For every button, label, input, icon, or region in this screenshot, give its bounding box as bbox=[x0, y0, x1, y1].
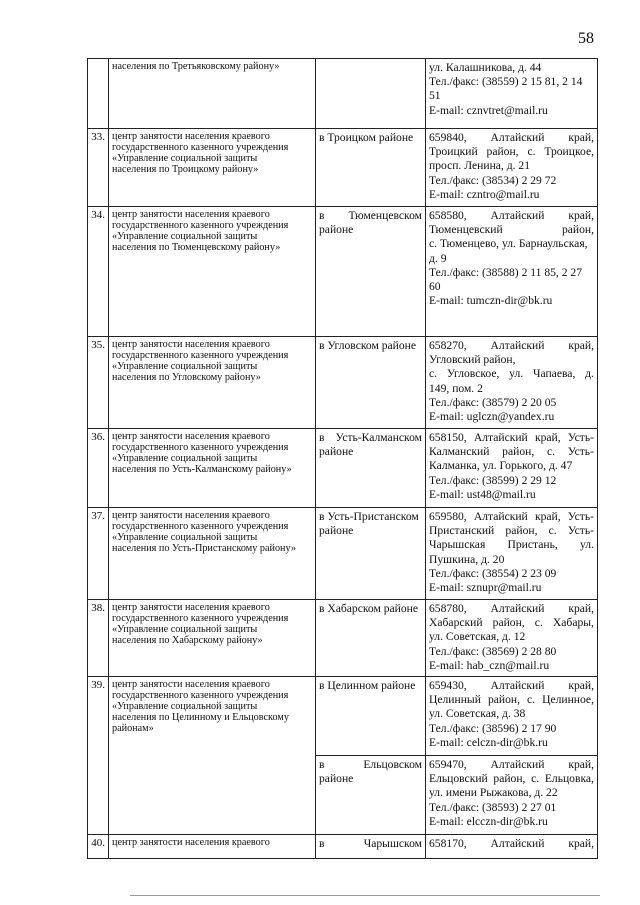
word: Хабарский bbox=[429, 616, 483, 630]
word: район, bbox=[492, 616, 525, 630]
address-line: с. Тюменцево, ул. Барнаульская, bbox=[429, 237, 588, 251]
address-line bbox=[429, 758, 594, 772]
address-line: Тел./факс: (38593) 2 27 01 bbox=[429, 800, 557, 814]
address-line: Пушкина, д. 20 bbox=[429, 552, 505, 566]
row-number: 35. bbox=[88, 337, 109, 429]
org-line: центр занятости населения краевого bbox=[112, 339, 270, 350]
word: Угловское, bbox=[446, 367, 500, 381]
address-cell bbox=[426, 508, 598, 600]
address-line: Тел./факс: (38554) 2 23 09 bbox=[429, 566, 557, 580]
table-row bbox=[88, 129, 598, 207]
organization-cell bbox=[109, 600, 316, 677]
address-line bbox=[429, 679, 594, 693]
organization-cell bbox=[109, 337, 316, 429]
address-line bbox=[429, 223, 594, 237]
address-line: Калманка, ул. Горького, д. 47 bbox=[429, 459, 573, 473]
word: район, bbox=[493, 772, 526, 786]
word: в bbox=[319, 431, 325, 444]
word: край, bbox=[568, 602, 594, 615]
address-line: E-mail: hab_czn@mail.ru bbox=[429, 658, 550, 672]
word: 658270, bbox=[429, 339, 467, 352]
page-bottom-rule bbox=[130, 895, 600, 896]
word: Целинный bbox=[429, 693, 481, 707]
address-line bbox=[429, 538, 594, 552]
registry-table bbox=[87, 58, 598, 859]
word: Алтайский bbox=[490, 131, 545, 144]
address-line: 51 bbox=[429, 89, 441, 103]
org-line: «Управление социальной защиты bbox=[112, 624, 258, 635]
word: край, bbox=[534, 510, 561, 523]
word: Алтайский bbox=[490, 758, 545, 772]
address-line: Тел./факс: (38559) 2 15 81, 2 14 bbox=[429, 75, 583, 89]
address-line bbox=[429, 145, 594, 159]
address-line: E-mail: elcczn-dir@bk.ru bbox=[429, 814, 548, 828]
district-line: в Угловском районе bbox=[319, 339, 417, 352]
address-line: Тел./факс: (38534) 2 29 72 bbox=[429, 173, 557, 187]
word: Алтайский bbox=[490, 339, 545, 352]
district-line: в Троицком районе bbox=[319, 131, 414, 144]
address-cell bbox=[426, 600, 598, 677]
address-line: ул. Советская, д. 12 bbox=[429, 630, 526, 644]
word: Усть- bbox=[567, 431, 594, 444]
address-cell bbox=[426, 207, 598, 337]
word: Алтайский bbox=[490, 837, 545, 851]
org-line: населения по Целинному и Ельцовскому bbox=[112, 712, 289, 724]
org-line: государственного казенного учреждения bbox=[112, 220, 289, 231]
district-line: в Хабарском районе bbox=[319, 602, 419, 615]
word: д. bbox=[585, 367, 594, 381]
organization-cell bbox=[109, 429, 316, 508]
row-number: 38. bbox=[88, 600, 109, 677]
org-line: населения по Троицкому району» bbox=[112, 164, 259, 175]
address-line: Тел./факс: (38599) 2 29 12 bbox=[429, 473, 557, 487]
word: край, bbox=[568, 837, 594, 851]
table-row bbox=[88, 677, 598, 756]
word: в bbox=[319, 837, 325, 851]
address-line: E-mail: cznvtret@mail.ru bbox=[429, 103, 548, 117]
district-cell bbox=[316, 508, 426, 600]
address-line: Тел./факс: (38579) 2 20 05 bbox=[429, 395, 557, 409]
word: Целинное, bbox=[542, 693, 594, 707]
row-number: 37. bbox=[88, 508, 109, 600]
word: 659580, bbox=[429, 510, 467, 523]
address-line bbox=[429, 602, 594, 616]
address-line: ул. Советская, д. 38 bbox=[429, 707, 526, 721]
address-cell bbox=[426, 429, 598, 508]
org-line: районам» bbox=[112, 723, 154, 735]
address-line: E-mail: sznupr@mail.ru bbox=[429, 581, 542, 595]
word: ул. bbox=[509, 367, 524, 381]
org-line: центр занятости населения краевого bbox=[112, 679, 270, 691]
word: 658780, bbox=[429, 602, 467, 615]
org-line: государственного казенного учреждения bbox=[112, 690, 289, 702]
word: край, bbox=[568, 758, 594, 772]
word: с. bbox=[531, 772, 540, 786]
table-row bbox=[88, 508, 598, 600]
word: район, bbox=[486, 145, 519, 159]
row-number bbox=[88, 59, 109, 129]
address-line: Тел./факс: (38569) 2 28 80 bbox=[429, 644, 557, 658]
word: Чапаева, bbox=[532, 367, 576, 381]
address-line: 149, пом. 2 bbox=[429, 381, 483, 395]
word: Алтайский bbox=[473, 510, 528, 523]
district-cell bbox=[316, 129, 426, 207]
org-line: «Управление социальной защиты bbox=[112, 701, 258, 713]
org-line: государственного казенного учреждения bbox=[112, 350, 289, 361]
word: ул. bbox=[580, 538, 594, 552]
org-line: центр занятости населения краевого bbox=[112, 510, 270, 521]
word: Ельцовском bbox=[363, 758, 422, 772]
district-cell bbox=[316, 677, 426, 756]
word: Алтайский bbox=[490, 209, 545, 222]
address-line bbox=[429, 616, 594, 630]
word: район, bbox=[487, 693, 520, 707]
address-line: E-mail: tumczn-dir@bk.ru bbox=[429, 294, 553, 308]
organization-cell bbox=[109, 508, 316, 600]
district-cell bbox=[316, 835, 426, 859]
word: край, bbox=[568, 209, 594, 222]
organization-cell bbox=[109, 835, 316, 859]
word: Алтайский bbox=[490, 679, 545, 693]
district-cell bbox=[316, 59, 426, 129]
word: Пристань, bbox=[507, 538, 558, 552]
word: с. bbox=[546, 445, 556, 459]
address-line: просп. Ленина, д. 21 bbox=[429, 159, 531, 173]
address-line: E-mail: celczn-dir@bk.ru bbox=[429, 735, 548, 749]
organization-cell bbox=[109, 129, 316, 207]
word: Троицкое, bbox=[544, 145, 594, 159]
row-number: 33. bbox=[88, 129, 109, 207]
word: Тюменцевском bbox=[348, 209, 422, 222]
address-cell bbox=[426, 129, 598, 207]
word: район, bbox=[505, 524, 538, 538]
address-line: E-mail: czntro@mail.ru bbox=[429, 187, 540, 201]
address-line bbox=[429, 837, 594, 851]
district-cell bbox=[316, 756, 426, 835]
organization-cell bbox=[109, 59, 316, 129]
org-line: государственного казенного учреждения bbox=[112, 521, 289, 532]
address-line bbox=[429, 772, 594, 786]
word: Ельцовский bbox=[429, 772, 488, 786]
address-cell bbox=[426, 337, 598, 429]
district-line: районе bbox=[319, 223, 354, 236]
page-number: 58 bbox=[578, 30, 594, 47]
word: район, bbox=[561, 223, 594, 237]
address-line: Тел./факс: (38596) 2 17 90 bbox=[429, 721, 557, 735]
org-line: «Управление социальной защиты bbox=[112, 532, 258, 543]
org-line: центр занятости населения краевого bbox=[112, 837, 270, 849]
table-row bbox=[88, 337, 598, 429]
org-line: «Управление социальной защиты bbox=[112, 231, 258, 242]
table-row bbox=[88, 429, 598, 508]
word: район, bbox=[502, 445, 535, 459]
row-number: 39. bbox=[88, 677, 109, 835]
word: Пристанский bbox=[429, 524, 495, 538]
district-cell bbox=[316, 429, 426, 508]
district-line bbox=[319, 209, 422, 223]
address-line: ул. Калашникова, д. 44 bbox=[429, 61, 542, 74]
table-row bbox=[88, 207, 598, 337]
word: 659840, bbox=[429, 131, 467, 144]
address-line bbox=[429, 431, 594, 445]
address-cell bbox=[426, 835, 598, 859]
address-line: E-mail: uglczn@yandex.ru bbox=[429, 410, 555, 424]
org-line: населения по Третьяковскому району» bbox=[112, 61, 280, 72]
word: Алтайский bbox=[490, 602, 545, 615]
word: край, bbox=[568, 679, 594, 693]
word: в bbox=[319, 209, 325, 222]
org-line: центр занятости населения краевого bbox=[112, 602, 270, 613]
address-line: Тел./факс: (38588) 2 11 85, 2 27 bbox=[429, 265, 582, 279]
district-line bbox=[319, 837, 422, 851]
word: Калманский bbox=[429, 445, 490, 459]
org-line: населения по Тюменцевскому району» bbox=[112, 242, 281, 253]
address-line: ул. имени Рыжакова, д. 22 bbox=[429, 786, 558, 800]
word: 658580, bbox=[429, 209, 467, 222]
address-line bbox=[429, 131, 594, 145]
row-number: 34. bbox=[88, 207, 109, 337]
district-cell bbox=[316, 337, 426, 429]
district-line bbox=[319, 431, 422, 445]
table-row bbox=[88, 835, 598, 859]
address-cell bbox=[426, 59, 598, 129]
district-line bbox=[319, 758, 422, 772]
word: в bbox=[319, 758, 325, 772]
address-cell bbox=[426, 756, 598, 835]
address-line bbox=[429, 367, 594, 381]
address-line bbox=[429, 209, 594, 223]
org-line: центр занятости населения краевого bbox=[112, 431, 270, 442]
word: край, bbox=[568, 339, 594, 352]
district-line: в Целинном районе bbox=[319, 679, 416, 693]
address-line bbox=[429, 510, 594, 524]
word: Усть-Калманском bbox=[335, 431, 422, 444]
district-line: районе bbox=[319, 772, 354, 786]
word: Усть- bbox=[567, 524, 594, 538]
word: 658170, bbox=[429, 837, 467, 851]
org-line: «Управление социальной защиты bbox=[112, 361, 258, 372]
word: 659430, bbox=[429, 679, 467, 693]
word: 658150, bbox=[429, 431, 467, 444]
word: Алтайский bbox=[473, 431, 528, 444]
address-line bbox=[429, 524, 594, 538]
table-row bbox=[88, 59, 598, 129]
org-line: населения по Усть-Пристанскому району» bbox=[112, 543, 296, 554]
organization-cell bbox=[109, 207, 316, 337]
org-line: «Управление социальной защиты bbox=[112, 153, 258, 164]
word: с. bbox=[429, 367, 438, 381]
org-line: государственного казенного учреждения bbox=[112, 613, 289, 624]
address-line bbox=[429, 339, 594, 353]
address-line: Угловский район, bbox=[429, 353, 516, 367]
district-line: в Усть-Пристанском bbox=[319, 510, 419, 523]
district-line: районе bbox=[319, 524, 354, 537]
org-line: государственного казенного учреждения bbox=[112, 142, 289, 153]
word: с. bbox=[534, 616, 543, 630]
org-line: населения по Усть-Калманскому району» bbox=[112, 464, 292, 475]
row-number: 40. bbox=[88, 835, 109, 859]
word: с. bbox=[527, 145, 536, 159]
address-line: д. 9 bbox=[429, 251, 447, 265]
word: Чарышском bbox=[363, 837, 422, 851]
word: край, bbox=[568, 131, 594, 144]
word: край, bbox=[534, 431, 561, 444]
address-line bbox=[429, 693, 594, 707]
address-line: 60 bbox=[429, 280, 441, 294]
organization-cell bbox=[109, 677, 316, 835]
word: Усть- bbox=[567, 445, 594, 459]
table-row bbox=[88, 600, 598, 677]
word: Усть- bbox=[567, 510, 594, 523]
word: 659470, bbox=[429, 758, 467, 772]
address-cell bbox=[426, 677, 598, 756]
word: с. bbox=[548, 524, 557, 538]
org-line: центр занятости населения краевого bbox=[112, 131, 270, 142]
district-cell bbox=[316, 600, 426, 677]
row-number: 36. bbox=[88, 429, 109, 508]
district-line: районе bbox=[319, 445, 354, 458]
word: Чарышская bbox=[429, 538, 486, 552]
word: Хабары, bbox=[552, 616, 594, 630]
word: с. bbox=[527, 693, 536, 707]
address-line bbox=[429, 445, 594, 459]
address-line: E-mail: ust48@mail.ru bbox=[429, 487, 536, 501]
word: Ельцовка, bbox=[544, 772, 594, 786]
org-line: центр занятости населения краевого bbox=[112, 209, 270, 220]
word: Троицкий bbox=[429, 145, 478, 159]
district-cell bbox=[316, 207, 426, 337]
org-line: населения по Угловскому району» bbox=[112, 372, 261, 383]
org-line: «Управление социальной защиты bbox=[112, 453, 258, 464]
word: Тюменцевский bbox=[429, 223, 503, 237]
org-line: населения по Хабарскому району» bbox=[112, 635, 263, 646]
org-line: государственного казенного учреждения bbox=[112, 442, 289, 453]
